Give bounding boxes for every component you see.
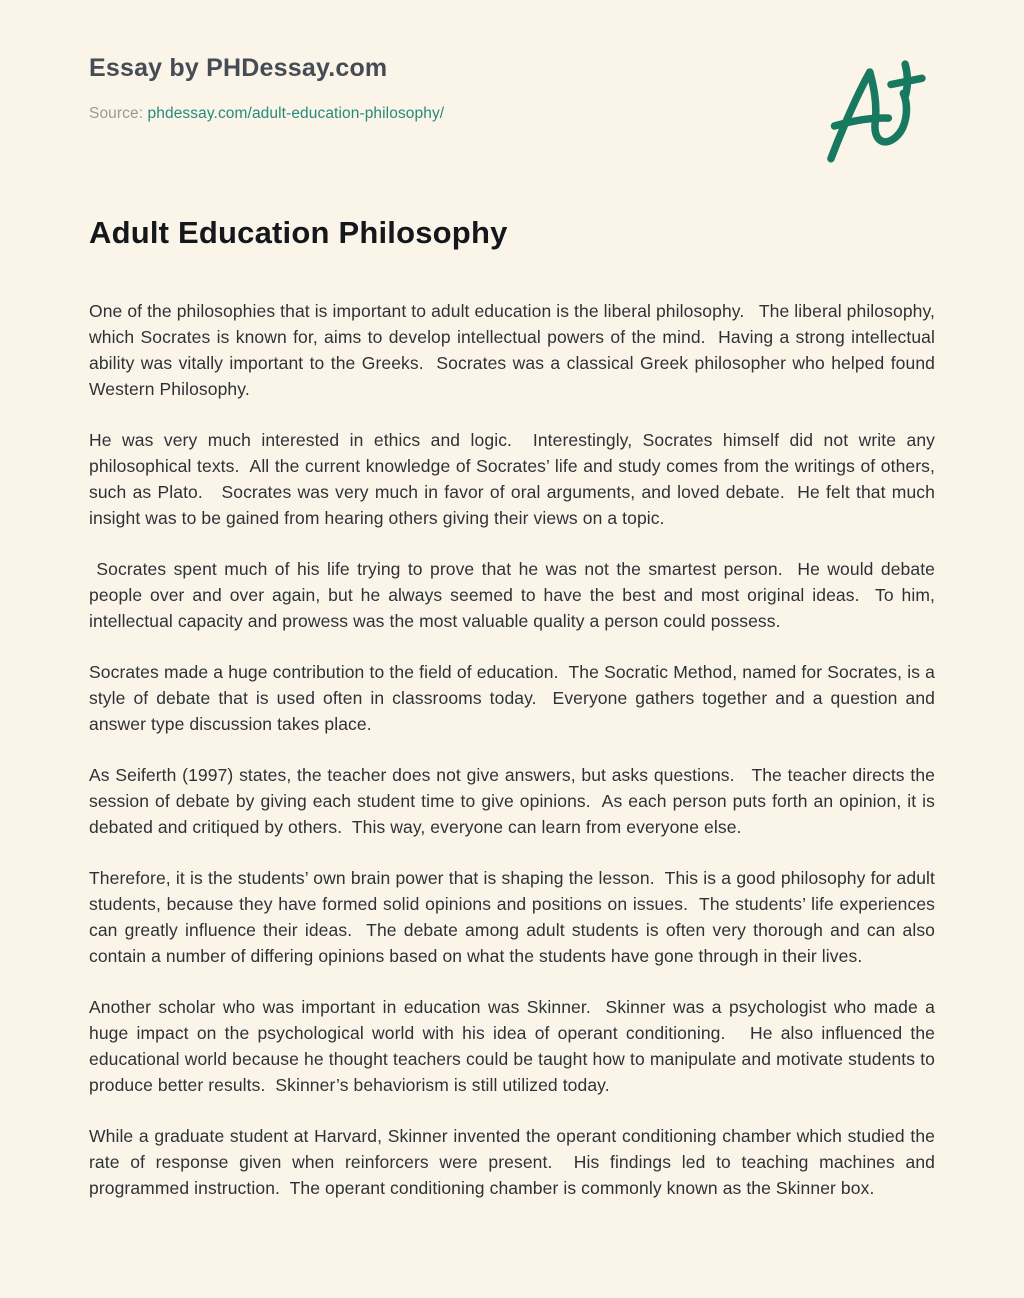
essay-paragraph: He was very much interested in ethics and logic. Interestingly, Socrates himself did not write any philosophical texts. All the current knowledge of Socrates’ life and study comes from the writings of others, such as Plato. Socrates was very much in favor of oral arguments, and loved debate. He felt that much insight was to be gained from hearing others giving their views on a topic. [89, 430, 940, 528]
essay-title: Adult Education Philosophy [89, 215, 508, 250]
source-line [89, 105, 444, 123]
essay-paragraph: Another scholar who was important in education was Skinner. Skinner was a psychologist who made a huge impact on the psychological world with his idea of operant conditioning. He also influenced the educational world because he thought teachers could be taught how to manipulate and motivate students to produce better results. Skinner’s behaviorism is still utilized today. [89, 997, 940, 1095]
essay-paragraph: While a graduate student at Harvard, Skinner invented the operant conditioning chamber which studied the rate of response given when reinforcers were present. His findings led to teaching machines and programmed instruction. The operant conditioning chamber is commonly known as the Skinner box. [89, 1126, 940, 1198]
site-title: Essay by PHDessay.com [89, 54, 388, 82]
page-header [89, 0, 935, 170]
essay-body [89, 298, 940, 1201]
header-text-block [89, 50, 444, 123]
essay-paragraph: As Seiferth (1997) states, the teacher does not give answers, but asks questions. The teacher directs the session of debate by giving each student time to give opinions. As each person puts forth an opinion, it is debated and critiqued by others. This way, everyone can learn from everyone else. [89, 765, 940, 837]
bottom-fade-overlay [0, 1242, 1024, 1298]
a-plus-logo-icon [823, 52, 929, 170]
source-link[interactable]: phdessay.com/adult-education-philosophy/ [147, 105, 445, 122]
essay-paragraph: One of the philosophies that is important to adult education is the liberal philosophy. The liberal philosophy, which Socrates is known for, aims to develop intellectual powers of the mind. Having a strong intellectual ability was vitally important to the Greeks. Socrates was a classical Greek philosopher who helped found Western Philosophy. [89, 301, 940, 399]
essay-paragraph: Socrates made a huge contribution to the field of education. The Socratic Method, named for Socrates, is a style of debate that is used often in classrooms today. Everyone gathers together and a question and answer type discussion takes place. [89, 662, 940, 734]
source-label: Source: [89, 105, 144, 122]
essay-paragraph: Socrates spent much of his life trying to prove that he was not the smartest person. He would debate people over and over again, but he always seemed to have the best and most original ideas. To him, intellectual capacity and prowess was the most valuable quality a person could possess. [89, 559, 940, 631]
essay-paragraph: Therefore, it is the students’ own brain power that is shaping the lesson. This is a good philosophy for adult students, because they have formed solid opinions and positions on issues. The students’ life experiences can greatly influence their ideas. The debate among adult students is often very thorough and can also contain a number of differing opinions based on what the students have gone through in their lives. [89, 868, 940, 966]
